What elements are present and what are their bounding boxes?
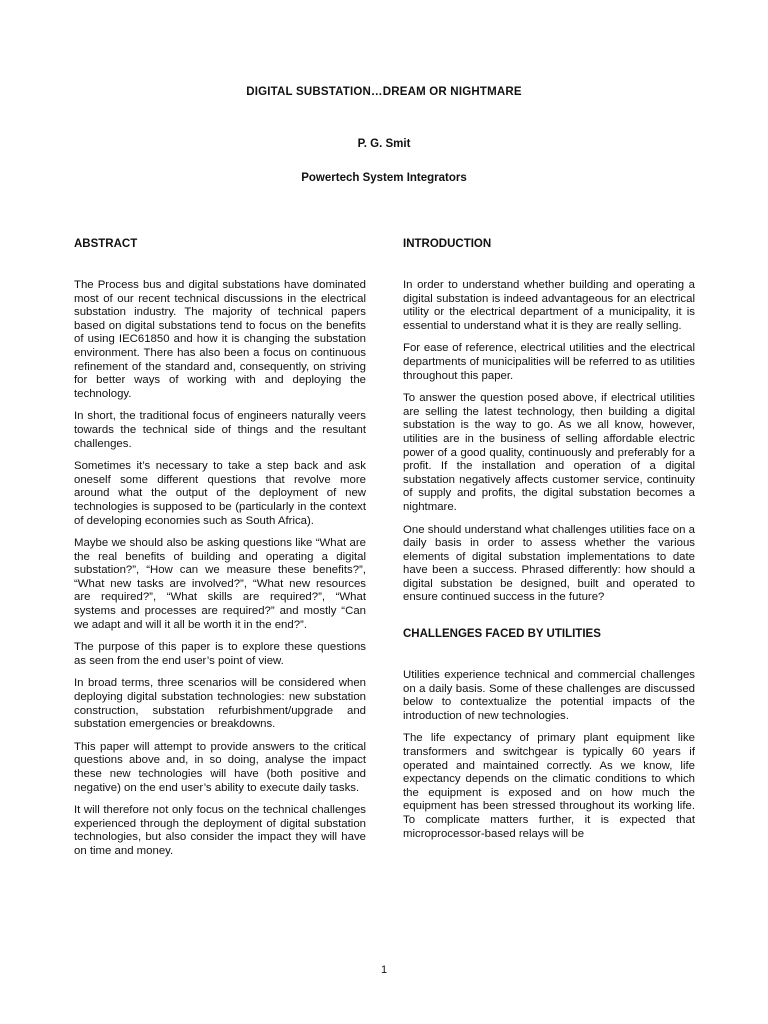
abstract-paragraph: The Process bus and digital substations have dominated most of our recent technical discussions in the electrical substation industry. The majority of technical papers based on digital substations tend to focus on the benefits of using IEC61850 and how it is changing the substation environment. There has also been a focus on continuous refinement of the standard and, consequently, on striving for better ways of working with and deploying the technology. xyxy=(74,279,366,400)
challenges-heading: CHALLENGES FACED BY UTILITIES xyxy=(403,628,601,641)
author-name: P. G. Smit xyxy=(357,138,411,150)
left-column xyxy=(74,237,366,868)
abstract-heading: ABSTRACT xyxy=(74,238,138,250)
abstract-paragraph: In short, the traditional focus of engineers naturally veers towards the technical side of things and the resultant challenges. xyxy=(74,410,366,450)
introduction-paragraph: In order to understand whether building and operating a digital substation is indeed advantageous for an electrical utility or the electrical department of a municipality, it is essential to understand what it is they are really selling. xyxy=(403,279,695,332)
right-column xyxy=(403,237,695,850)
introduction-paragraph: To answer the question posed above, if electrical utilities are selling the latest technology, then building a digital substation is the way to go. As we all know, however, utilities are in the business of selling affordable electric power of a good quality, continuously and preferably for a profit. If the installation and operation of a digital substation negatively affects customer service, continuity of supply and profits, the digital substation becomes a nightmare. xyxy=(403,392,695,513)
introduction-paragraph: For ease of reference, electrical utilities and the electrical departments of municipalities will be referred to as utilities throughout this paper. xyxy=(403,342,695,382)
page-number: 1 xyxy=(380,964,388,976)
introduction-heading: INTRODUCTION xyxy=(403,238,492,250)
challenges-paragraph: The life expectancy of primary plant equipment like transformers and switchgear is typically 60 years if operated and maintained correctly. As we know, life expectancy depends on the climatic conditions to which the equipment is exposed and on how much the equipment has been stressed throughout its working life. To complicate matters further, it is expected that microprocessor-based relays will be xyxy=(403,732,695,840)
paper-title: DIGITAL SUBSTATION…DREAM OR NIGHTMARE xyxy=(246,86,522,98)
abstract-paragraph: It will therefore not only focus on the technical challenges experienced through the deployment of digital substation technologies, but also consider the impact they will have on time and money. xyxy=(74,804,366,857)
abstract-paragraph: Maybe we should also be asking questions like “What are the real benefits of building and operating a digital substation?”, “How can we measure these benefits?”, “What new tasks are involved?”, “What new resources are required?”, “What skills are required?”, “What systems and processes are required?” and mostly “Can we adapt and will it all be worth it in the end?”. xyxy=(74,537,366,631)
introduction-paragraph: One should understand what challenges utilities face on a daily basis in order to assess whether the various elements of digital substation implementations to date have been a success. Phrased differently: how should a digital substation be designed, built and operated to ensure continued success in the future? xyxy=(403,523,695,604)
abstract-paragraph: The purpose of this paper is to explore these questions as seen from the end user’s point of view. xyxy=(74,641,366,667)
abstract-paragraph: This paper will attempt to provide answers to the critical questions above and, in so doing, analyse the impact these new technologies will have (both positive and negative) on the end user’s ability to execute daily tasks. xyxy=(74,740,366,794)
abstract-paragraph: Sometimes it’s necessary to take a step back and ask oneself some different questions that revolve more around what the output of the deployment of new technologies is supposed to be (particularly in the context of developing economies such as South Africa). xyxy=(74,460,366,527)
abstract-paragraph: In broad terms, three scenarios will be considered when deploying digital substation technologies: new substation construction, substation refurbishment/upgrade and substation emergencies or breakdowns. xyxy=(74,677,366,731)
author-organization: Powertech System Integrators xyxy=(301,172,467,184)
challenges-paragraph: Utilities experience technical and commercial challenges on a daily basis. Some of these challenges are discussed below to contextualize the potential impacts of the introduction of new technologies. xyxy=(403,669,695,722)
